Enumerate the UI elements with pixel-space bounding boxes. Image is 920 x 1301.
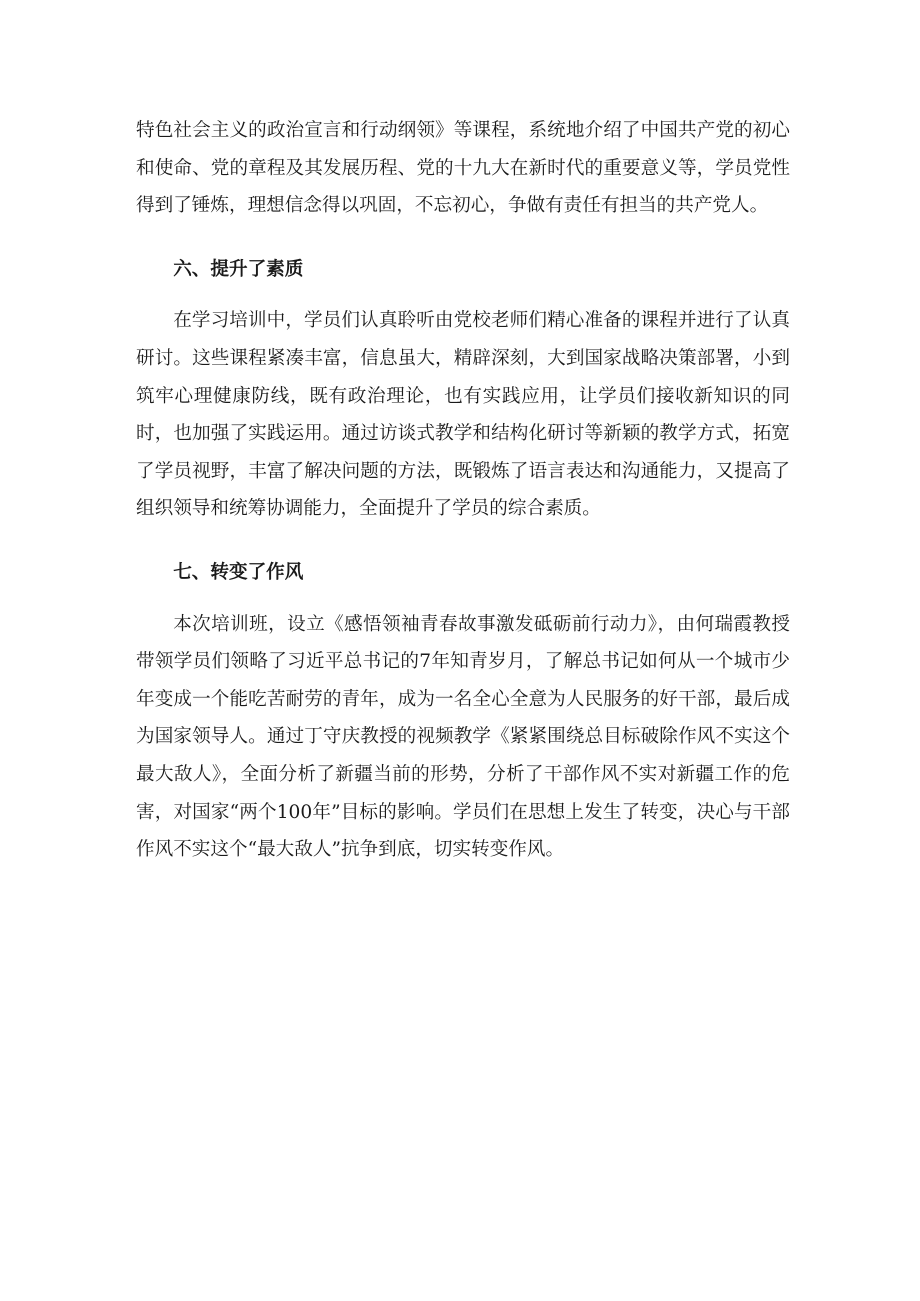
document-page [136,112,790,869]
section-heading-6: 六、提升了素质 [173,258,304,280]
section-heading-7: 七、转变了作风 [173,561,304,583]
paragraph-continuation: 特色社会主义的政治宣言和行动纲领》等课程，系统地介绍了中国共产党的初心和使命、党的章程及其发展历程、党的十九大在新时代的重要意义等，学员党性得到了锤炼，理想信念得以巩固，不忘初心，争做有责任有担当的共产党人。 [136,120,790,217]
paragraph-section-6: 在学习培训中，学员们认真聆听由党校老师们精心准备的课程并进行了认真研讨。这些课程紧凑丰富，信息虽大，精辟深刻，大到国家战略决策部署，小到筑牢心理健康防线，既有政治理论，也有实践应用，让学员们接收新知识的同时，也加强了实践运用。通过访谈式教学和结构化研讨等新颖的教学方式，拓宽了学员视野，丰富了解决问题的方法，既锻炼了语言表达和沟通能力，又提高了组织领导和统筹协调能力，全面提升了学员的综合素质。 [136,310,790,520]
paragraph-section-7: 本次培训班，设立《感悟领袖青春故事激发砥砺前行动力》，由何瑞霞教授带领学员们领略了习近平总书记的7年知青岁月，了解总书记如何从一个城市少年变成一个能吃苦耐劳的青年，成为一名全心全意为人民服务的好干部，最后成为国家领导人。通过丁守庆教授的视频教学《紧紧围绕总目标破除作风不实这个最大敌人》，全面分析了新疆当前的形势，分析了干部作风不实对新疆工作的危害，对国家“两个100年”目标的影响。学员们在思想上发生了转变，决心与干部作风不实这个“最大敌人”抗争到底，切实转变作风。 [136,613,790,861]
spacer [136,225,790,235]
spacer [136,528,790,538]
